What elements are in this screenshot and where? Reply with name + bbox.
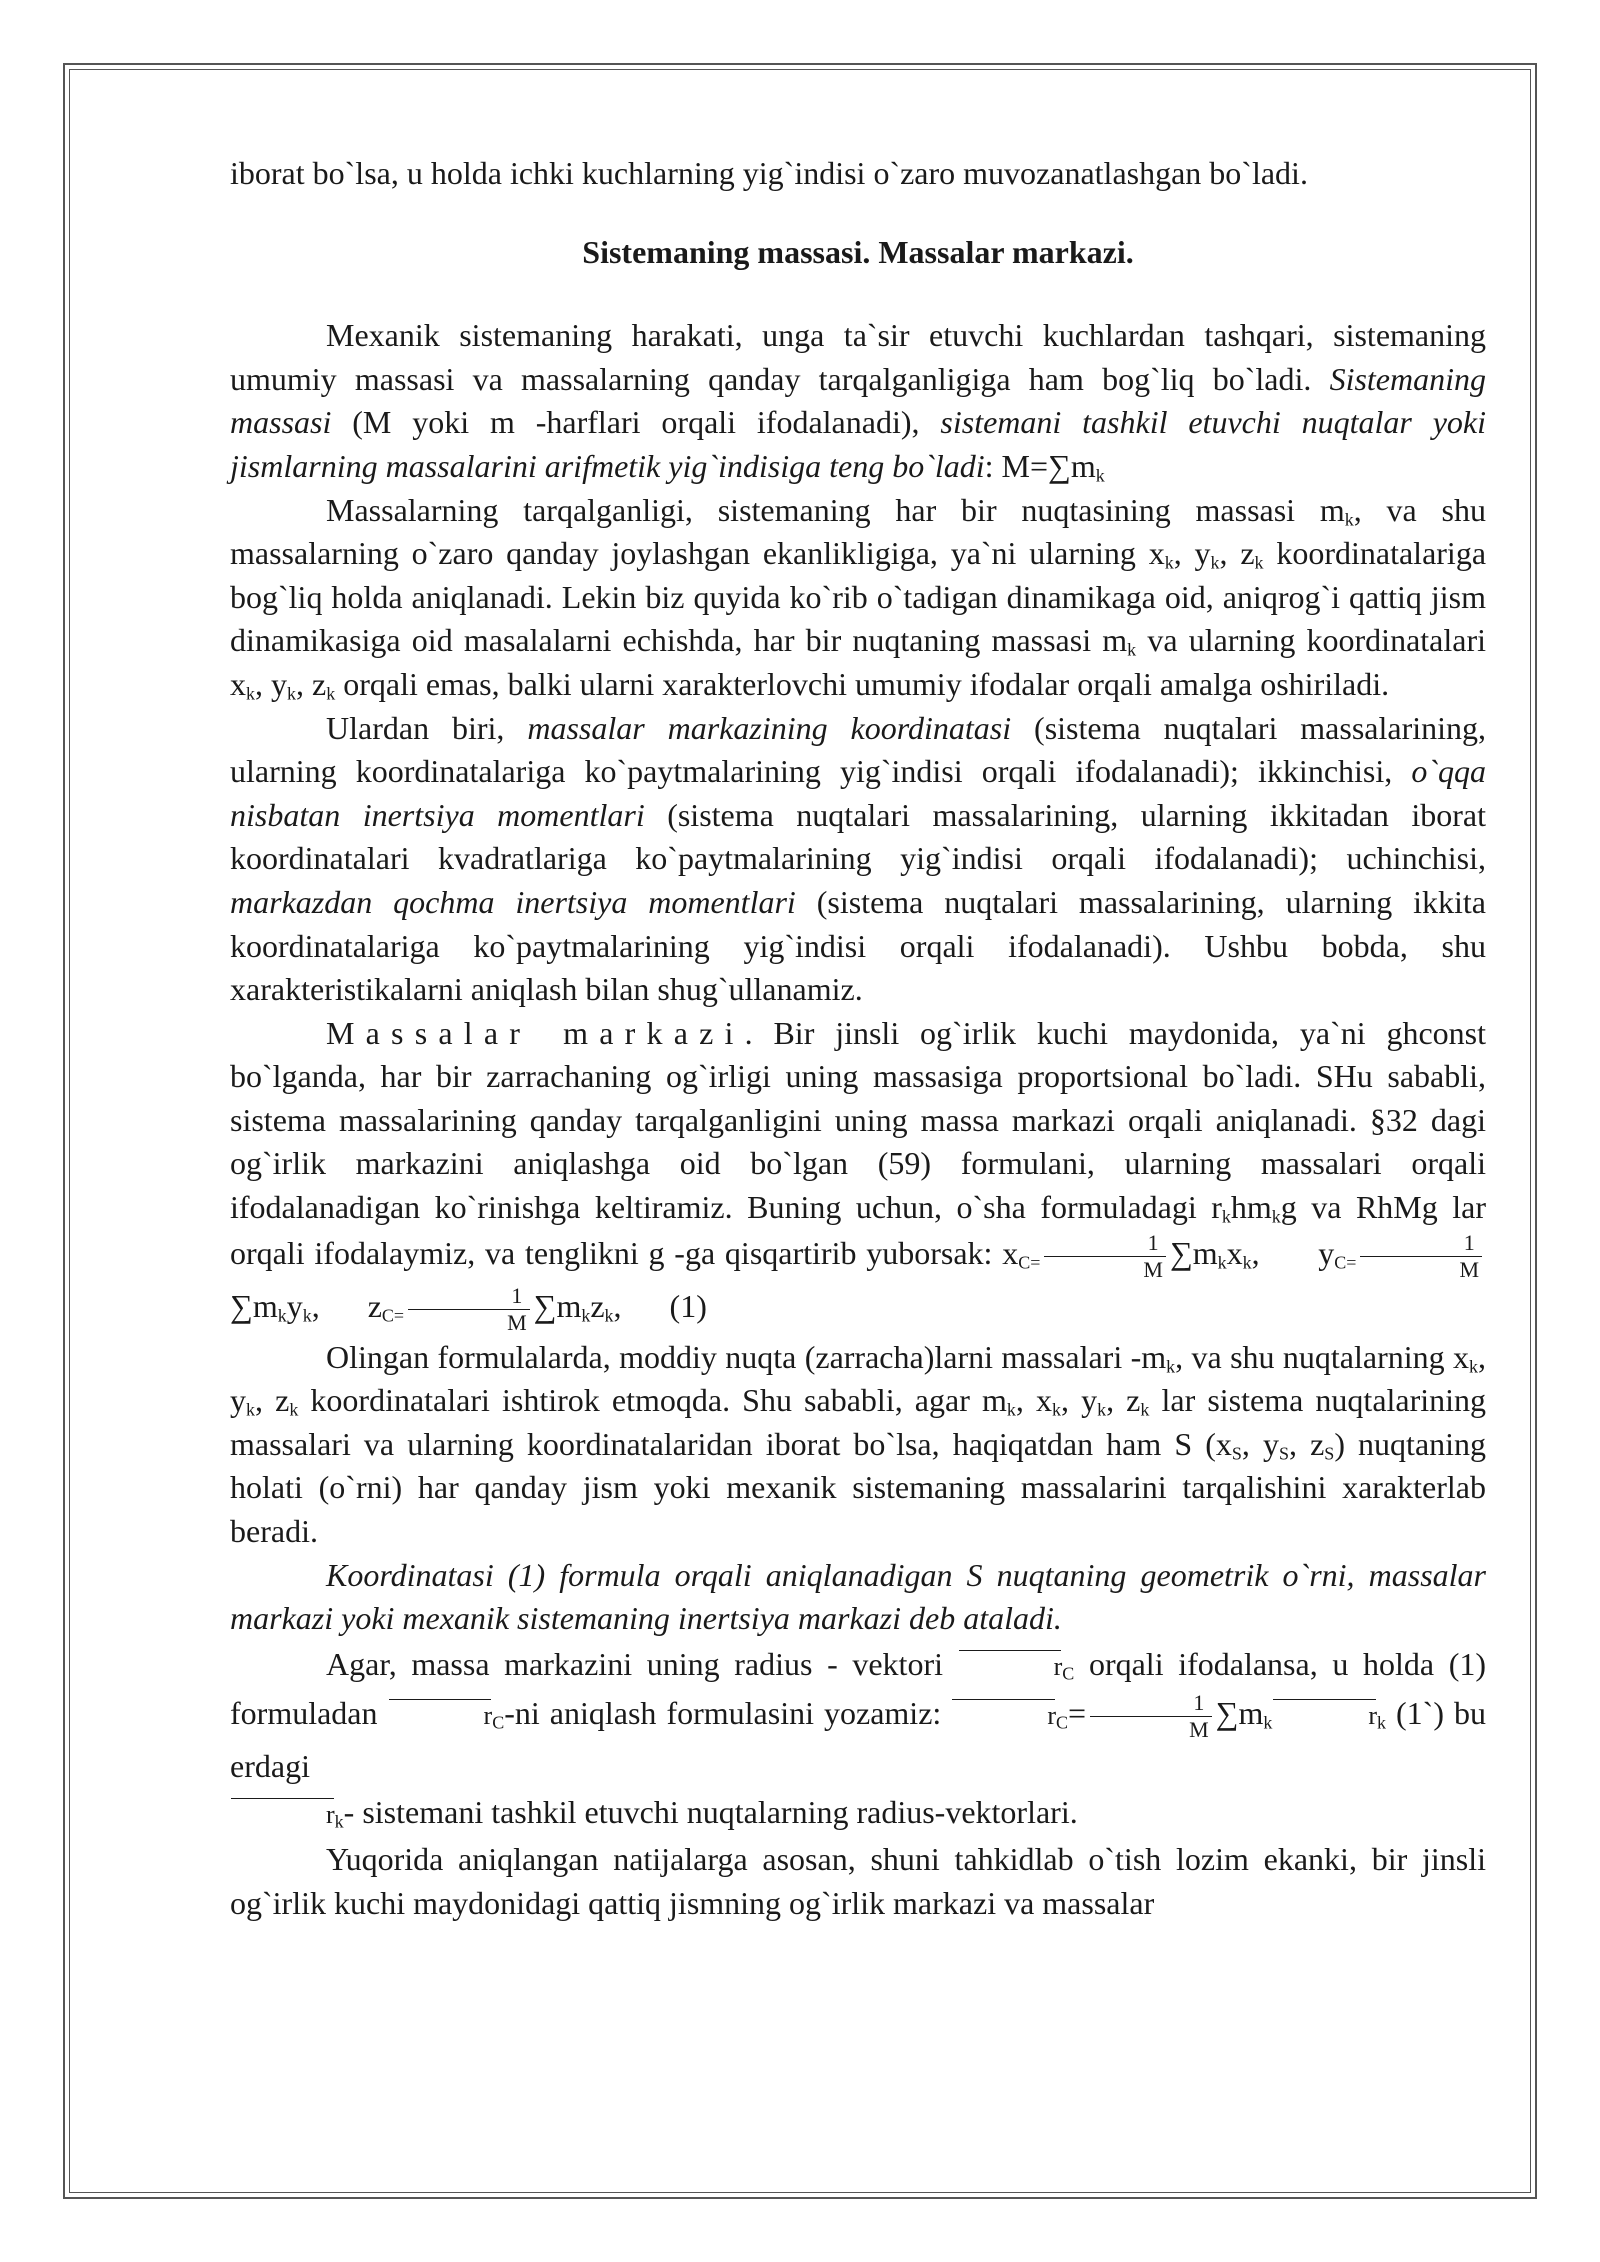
section-title: Sistemaning massasi. Massalar markazi. xyxy=(582,233,1134,270)
paragraph-formula-explanation: Olingan formulalarda, moddiy nuqta (zarracha)larni massalari $-m_k$, va shu nuqtalarning $x_k$, $y_k$, $z_k$ koordinatalari ishtirok etmoqda. Shu sababli, agar $m_k$, $x_k$, $y_k$, $z_k$ lar sistema nuqtalarining massalari va ularning koordinatalaridan iborat bo`lsa, haqiqatdan ham S ($x_S$, $y_S$, $z_S$) nuqtaning holati (o`rni) har qanday jism yoki mexanik sistemaning massalarini tarqalishini xarakterlab beradi. xyxy=(230,1338,1487,1550)
paragraph-mass-center: Massalar markazi. Bir jinsli og`irlik kuchi maydonida, ya`ni ghconst bo`lganda, har bir zarrachaning og`irligi uning massasiga proportsional bo`ladi. SHu sababli, sistema massalarining qanday tarqalganligini uning massa markazi orqali aniqlanadi. §32 dagi og`irlik markazini aniqlashga oid bo`lgan (59) formulani, ularning massalari orqali ifodalanadigan ko`rinishga keltiramiz. Buning uchun, o`sha formuladagi $r_khm_kg$ va RhMg lar orqali ifodalaymiz, va tenglikni g -ga qisqartirib yuborsak: $x_{C=}$ $\frac{1}{M}$ $\sum m_kx_k$, $y_{C=}$ $\frac{1}{M}$ $\sum m_ky_k$, $z_{C=}$ $\frac{1}{M}$ $\sum m_kz_k$, (1) xyxy=(230,1014,1487,1335)
paragraph-radius-vector: Agar, massa markazini uning radius - vektori $r_C$ orqali ifodalansa, u holda (1) formuladan $r_C-ni$ aniqlash formulasini yozamiz: $r_C=$ $\frac{1}{M}$ $\sum m_k$ $r_k$ (1`) bu erdagi $r_k-$ sistemani tashkil etuvchi nuqtalarning radius-vektorlari. xyxy=(230,1641,1486,1838)
paragraph-characteristics: Ulardan biri, massalar markazining koordinatasi (sistema nuqtalari massalarining, ularning koordinatalariga ko`paytmalarining yig`indisi orqali ifodalanadi); ikkinchisi, o`qqa nisbatan inertsiya momentlari (sistema nuqtalari massalarining, ularning ikkitadan iborat koordinatalari kvadratlariga ko`paytmalarining yig`indisi orqali ifodalanadi); uchinchisi, markazdan qochma inertsiya momentlari (sistema nuqtalari massalarining, ularning ikkita koordinatalariga ko`paytmalarining yig`indisi orqali ifodalanadi). Ushbu bobda, shu xarakteristikalarni aniqlash bilan shug`ullanamiz. xyxy=(230,709,1487,1008)
fraction-1-over-m: $\frac{1}{M}$ xyxy=(1044,1230,1166,1283)
radius-vector-symbol: r xyxy=(958,1644,1063,1690)
document-body xyxy=(230,152,1486,1925)
paragraph-definition: Koordinatasi (1) formula orqali aniqlanadigan S nuqtaning geometrik o`rni, massalar markazi yoki mexanik sistemaning inertsiya markazi deb ataladi. xyxy=(230,1556,1486,1637)
formula-number: (1) xyxy=(669,1287,707,1324)
paragraph-mass-distribution: Massalarning tarqalganligi, sistemaning har bir nuqtasining massasi $m_k$, va shu massalarning o`zaro qanday joylashgan ekanlikligiga, ya`ni ularning $x_k$, $y_k$, $z_k$ koordinatalariga bog`liq holda aniqlanadi. Lekin biz quyida ko`rib o`tadigan dinamikaga oid, aniqrog`i qattiq jism dinamikasiga oid masalalarni echishda, har bir nuqtaning massasi $m_k$ va ularning koordinatalari $x_k$, $y_k$, $z_k$ orqali emas, balki ularni xarakterlovchi umumiy ifodalar orqali amalga oshiriladi. xyxy=(230,491,1487,704)
paragraph-system-mass: Mexanik sistemaning harakati, unga ta`sir etuvchi kuchlardan tashqari, sistemaning umumiy massasi va massalarning qanday tarqalganligiga ham bog`liq bo`ladi. Sistemaning massasi (M yoki m -harflari orqali ifodalanadi), sistemani tashkil etuvchi nuqtalar yoki jismlarning massalarini arifmetik yig`indisiga teng bo`ladi: $M=\sum m_k$ xyxy=(230,317,1487,486)
formula-1: $x_{C=}$ $\frac{1}{M}$ $\sum m_kx_k$, $y_{C=}$ $\frac{1}{M}$ $\sum m_ky_k$, $z_{C=}$ $\frac{1}{M}$ $\sum m_kz_k$, (1) xyxy=(230,1235,1486,1324)
paragraph-intro: iborat bo`lsa, u holda ichki kuchlarning yig`indisi o`zaro muvozanatlashgan bo`ladi. xyxy=(230,155,1308,191)
paragraph-conclusion: Yuqorida aniqlangan natijalarga asosan, shuni tahkidlab o`tish lozim ekanki, bir jinsli og`irlik kuchi maydonidagi qattiq jismning og`irlik markazi va massalar xyxy=(230,1840,1486,1921)
formula-1-prime: $r_C=$ $\frac{1}{M}$ $\sum m_k$ $r_k$ xyxy=(951,1695,1386,1731)
